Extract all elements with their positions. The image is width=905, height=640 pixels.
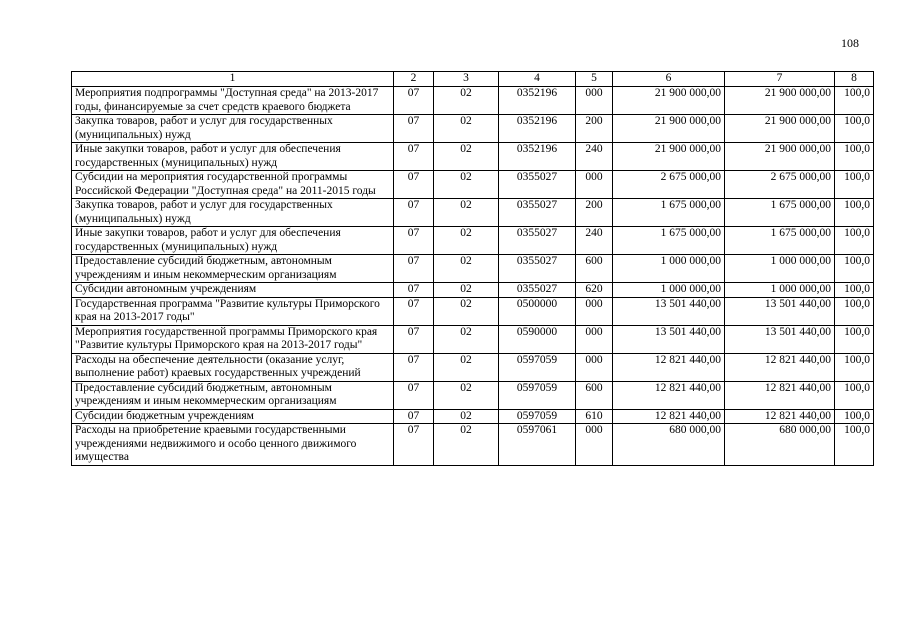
execution-percent: 100,0: [835, 115, 874, 143]
subsection-code: 02: [434, 199, 499, 227]
row-name: Субсидии бюджетным учреждениям: [72, 409, 394, 424]
expense-type-code: 600: [576, 255, 613, 283]
section-code: 07: [394, 381, 434, 409]
expense-type-code: 620: [576, 283, 613, 298]
expense-type-code: 000: [576, 87, 613, 115]
execution-percent: 100,0: [835, 227, 874, 255]
subsection-code: 02: [434, 381, 499, 409]
expense-type-code: 000: [576, 325, 613, 353]
expense-type-code: 200: [576, 115, 613, 143]
executed-amount: 1 000 000,00: [725, 283, 835, 298]
table-row: [72, 283, 874, 298]
section-code: 07: [394, 143, 434, 171]
target-article-code: 0355027: [499, 283, 576, 298]
target-article-code: 0597061: [499, 424, 576, 466]
expense-type-code: 000: [576, 171, 613, 199]
planned-amount: 1 000 000,00: [613, 255, 725, 283]
subsection-code: 02: [434, 297, 499, 325]
table-header-row: [72, 72, 874, 87]
section-code: 07: [394, 199, 434, 227]
executed-amount: 12 821 440,00: [725, 353, 835, 381]
execution-percent: 100,0: [835, 424, 874, 466]
section-code: 07: [394, 227, 434, 255]
section-code: 07: [394, 325, 434, 353]
subsection-code: 02: [434, 115, 499, 143]
expense-type-code: 000: [576, 424, 613, 466]
execution-percent: 100,0: [835, 255, 874, 283]
column-header: 2: [394, 72, 434, 87]
subsection-code: 02: [434, 87, 499, 115]
target-article-code: 0355027: [499, 199, 576, 227]
executed-amount: 13 501 440,00: [725, 325, 835, 353]
table-row: [72, 171, 874, 199]
expense-type-code: 240: [576, 143, 613, 171]
executed-amount: 21 900 000,00: [725, 87, 835, 115]
planned-amount: 12 821 440,00: [613, 409, 725, 424]
table-row: [72, 353, 874, 381]
execution-percent: 100,0: [835, 325, 874, 353]
column-header: 4: [499, 72, 576, 87]
subsection-code: 02: [434, 353, 499, 381]
row-name: Мероприятия государственной программы Приморского края "Развитие культуры Приморского края на 2013-2017 годы": [72, 325, 394, 353]
table-row: [72, 87, 874, 115]
section-code: 07: [394, 255, 434, 283]
planned-amount: 21 900 000,00: [613, 115, 725, 143]
budget-table: [71, 71, 874, 466]
section-code: 07: [394, 297, 434, 325]
table-row: [72, 381, 874, 409]
execution-percent: 100,0: [835, 171, 874, 199]
subsection-code: 02: [434, 325, 499, 353]
planned-amount: 12 821 440,00: [613, 353, 725, 381]
executed-amount: 680 000,00: [725, 424, 835, 466]
executed-amount: 2 675 000,00: [725, 171, 835, 199]
row-name: Иные закупки товаров, работ и услуг для обеспечения государственных (муниципальных) нужд: [72, 143, 394, 171]
subsection-code: 02: [434, 255, 499, 283]
column-header: 5: [576, 72, 613, 87]
row-name: Субсидии автономным учреждениям: [72, 283, 394, 298]
subsection-code: 02: [434, 283, 499, 298]
table-row: [72, 199, 874, 227]
section-code: 07: [394, 424, 434, 466]
row-name: Расходы на приобретение краевыми государственными учреждениями недвижимого и особо ценного движимого имущества: [72, 424, 394, 466]
section-code: 07: [394, 171, 434, 199]
row-name: Субсидии на мероприятия государственной программы Российской Федерации "Доступная среда" на 2011-2015 годы: [72, 171, 394, 199]
table-row: [72, 325, 874, 353]
target-article-code: 0597059: [499, 381, 576, 409]
planned-amount: 1 675 000,00: [613, 227, 725, 255]
target-article-code: 0500000: [499, 297, 576, 325]
executed-amount: 12 821 440,00: [725, 409, 835, 424]
executed-amount: 21 900 000,00: [725, 143, 835, 171]
row-name: Закупка товаров, работ и услуг для государственных (муниципальных) нужд: [72, 199, 394, 227]
row-name: Государственная программа "Развитие культуры Приморского края на 2013-2017 годы": [72, 297, 394, 325]
executed-amount: 1 675 000,00: [725, 199, 835, 227]
execution-percent: 100,0: [835, 297, 874, 325]
execution-percent: 100,0: [835, 87, 874, 115]
table-row: [72, 409, 874, 424]
subsection-code: 02: [434, 143, 499, 171]
subsection-code: 02: [434, 424, 499, 466]
column-header: 8: [835, 72, 874, 87]
planned-amount: 2 675 000,00: [613, 171, 725, 199]
expense-type-code: 000: [576, 353, 613, 381]
column-header: 6: [613, 72, 725, 87]
section-code: 07: [394, 409, 434, 424]
table-row: [72, 297, 874, 325]
table-row: [72, 143, 874, 171]
page-number: 108: [841, 36, 859, 50]
planned-amount: 21 900 000,00: [613, 143, 725, 171]
column-header: 1: [72, 72, 394, 87]
planned-amount: 680 000,00: [613, 424, 725, 466]
table-row: [72, 115, 874, 143]
execution-percent: 100,0: [835, 143, 874, 171]
expense-type-code: 240: [576, 227, 613, 255]
row-name: Иные закупки товаров, работ и услуг для обеспечения государственных (муниципальных) нужд: [72, 227, 394, 255]
target-article-code: 0597059: [499, 409, 576, 424]
planned-amount: 13 501 440,00: [613, 325, 725, 353]
expense-type-code: 200: [576, 199, 613, 227]
target-article-code: 0352196: [499, 115, 576, 143]
table-row: [72, 424, 874, 466]
executed-amount: 21 900 000,00: [725, 115, 835, 143]
executed-amount: 1 000 000,00: [725, 255, 835, 283]
column-header: 7: [725, 72, 835, 87]
planned-amount: 1 000 000,00: [613, 283, 725, 298]
target-article-code: 0355027: [499, 227, 576, 255]
execution-percent: 100,0: [835, 353, 874, 381]
subsection-code: 02: [434, 227, 499, 255]
table-row: [72, 227, 874, 255]
target-article-code: 0355027: [499, 255, 576, 283]
row-name: Расходы на обеспечение деятельности (оказание услуг, выполнение работ) краевых государственных учреждений: [72, 353, 394, 381]
executed-amount: 1 675 000,00: [725, 227, 835, 255]
row-name: Предоставление субсидий бюджетным, автономным учреждениям и иным некоммерческим организациям: [72, 255, 394, 283]
section-code: 07: [394, 283, 434, 298]
target-article-code: 0352196: [499, 87, 576, 115]
planned-amount: 12 821 440,00: [613, 381, 725, 409]
planned-amount: 21 900 000,00: [613, 87, 725, 115]
target-article-code: 0597059: [499, 353, 576, 381]
target-article-code: 0355027: [499, 171, 576, 199]
planned-amount: 1 675 000,00: [613, 199, 725, 227]
subsection-code: 02: [434, 409, 499, 424]
subsection-code: 02: [434, 171, 499, 199]
planned-amount: 13 501 440,00: [613, 297, 725, 325]
execution-percent: 100,0: [835, 409, 874, 424]
expense-type-code: 600: [576, 381, 613, 409]
target-article-code: 0352196: [499, 143, 576, 171]
target-article-code: 0590000: [499, 325, 576, 353]
section-code: 07: [394, 87, 434, 115]
execution-percent: 100,0: [835, 381, 874, 409]
executed-amount: 12 821 440,00: [725, 381, 835, 409]
section-code: 07: [394, 353, 434, 381]
table-row: [72, 255, 874, 283]
section-code: 07: [394, 115, 434, 143]
execution-percent: 100,0: [835, 283, 874, 298]
row-name: Закупка товаров, работ и услуг для государственных (муниципальных) нужд: [72, 115, 394, 143]
row-name: Мероприятия подпрограммы "Доступная среда" на 2013-2017 годы, финансируемые за счет средств краевого бюджета: [72, 87, 394, 115]
expense-type-code: 610: [576, 409, 613, 424]
row-name: Предоставление субсидий бюджетным, автономным учреждениям и иным некоммерческим организациям: [72, 381, 394, 409]
execution-percent: 100,0: [835, 199, 874, 227]
executed-amount: 13 501 440,00: [725, 297, 835, 325]
column-header: 3: [434, 72, 499, 87]
expense-type-code: 000: [576, 297, 613, 325]
